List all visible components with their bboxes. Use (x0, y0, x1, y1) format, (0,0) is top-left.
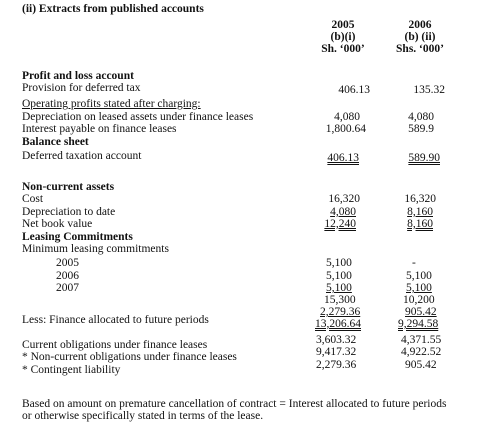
lease-2005-y1: 5,100 (326, 257, 352, 269)
current-label: Current obligations under finance leases (22, 339, 208, 351)
noncurrent-2006: 4,922.52 (401, 346, 442, 358)
leasing-heading: Leasing Commitments (22, 231, 133, 243)
current-2005: 3,603.32 (316, 334, 357, 346)
provision-2006: 135.32 (413, 84, 445, 96)
cost-2005: 16,320 (328, 193, 360, 205)
provision-2005: 406.13 (338, 84, 370, 96)
lease-2006-y2: 5,100 (406, 270, 432, 282)
cost-label: Cost (22, 193, 44, 205)
lease-2006-y3: 5,100 (406, 282, 432, 294)
lease-year-2005: 2005 (56, 257, 79, 269)
deferred-2005: 406.13 (327, 152, 359, 164)
nbv-2005: 12,240 (324, 218, 356, 230)
bs-heading: Balance sheet (22, 136, 89, 148)
lease-total-2006: 10,200 (403, 294, 435, 306)
pl-heading: Profit and loss account (22, 70, 134, 82)
noncurrent-label: * Non-current obligations under finance leases (22, 351, 237, 363)
nbv-label: Net book value (22, 218, 93, 230)
lease-2005-y2: 5,100 (326, 270, 352, 282)
less-finance-2005: 2,279.36 (320, 306, 361, 318)
nbv-2006: 8,160 (407, 218, 433, 230)
header-unit-2006: Shs. ‘000’ (396, 43, 444, 55)
lease-2006-y1: - (412, 257, 416, 269)
less-finance-2006: 905.42 (405, 306, 437, 318)
interest-2006: 589.9 (408, 123, 434, 135)
header-year-2005: 2005 (331, 19, 355, 31)
lease-total-2005: 15,300 (324, 294, 356, 306)
depreciation-label: Depreciation on leased assets under finance leases (22, 111, 254, 123)
cost-2006: 16,320 (404, 193, 436, 205)
deferred-2006: 589.90 (408, 152, 440, 164)
nca-heading: Non-current assets (22, 181, 115, 193)
contingent-2005: 2,279.36 (316, 359, 357, 371)
interest-label: Interest payable on finance leases (22, 123, 177, 135)
dep-2005: 4,080 (330, 206, 356, 218)
lease-2005-y3: 5,100 (326, 282, 352, 294)
page-title: (ii) Extracts from published accounts (22, 3, 204, 15)
footnote-line1: Based on amount on premature cancellation of contract = Interest allocated to future periods (22, 398, 447, 410)
depreciation-2005: 4,080 (334, 111, 360, 123)
contingent-label: * Contingent liability (22, 364, 121, 376)
noncurrent-2005: 9,417.32 (316, 346, 357, 358)
dep-2006: 8,160 (407, 206, 433, 218)
lease-net-2005: 13,206.64 (315, 318, 361, 330)
deferred-label: Deferred taxation account (22, 150, 142, 162)
current-2006: 4,371.55 (401, 334, 442, 346)
less-finance-label: Less: Finance allocated to future periods (22, 314, 209, 326)
header-unit-2005: Sh. ‘000’ (321, 43, 365, 55)
min-leasing-label: Minimum leasing commitments (22, 243, 169, 255)
header-sub-2005: (b)(i) (330, 31, 356, 43)
contingent-2006: 905.42 (405, 359, 437, 371)
lease-year-2007: 2007 (56, 282, 79, 294)
lease-net-2006: 9,294.58 (398, 318, 439, 330)
lease-year-2006: 2006 (56, 270, 79, 282)
header-year-2006: 2006 (408, 19, 432, 31)
operating-label: Operating profits stated after charging: (22, 98, 201, 110)
header-sub-2006: (b) (ii) (404, 31, 436, 43)
interest-2005: 1,800.64 (325, 123, 366, 135)
provision-label: Provision for deferred tax (22, 82, 141, 94)
depreciation-2006: 4,080 (408, 111, 434, 123)
footnote-line2: or otherwise specifically stated in terms of the lease. (22, 410, 264, 422)
dep-label: Depreciation to date (22, 206, 116, 218)
